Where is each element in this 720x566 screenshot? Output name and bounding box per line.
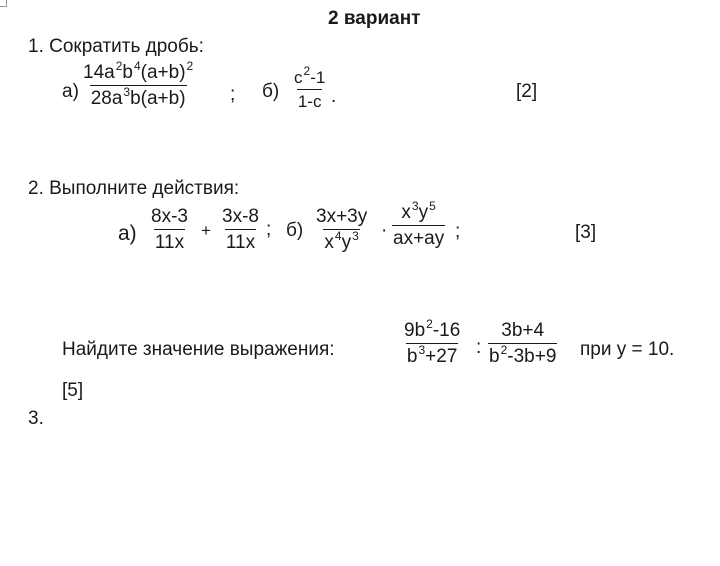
task3-f2-numerator: 3b+4 [501,320,545,341]
task2-b-label: б) [286,220,304,241]
task3-text: Найдите значение выражения: [62,339,335,360]
task3-fraction-1 [403,317,461,367]
task2-f3-denominator: $x^4y^3$ [324,229,359,253]
task3-score: [5] [62,380,84,401]
task3-f2-denominator: $b^2-3b+9$ [489,343,557,367]
task2-fraction-2 [221,207,260,252]
task2-f1-numerator: 8x-3 [151,206,188,227]
task2-fraction-4 [392,199,445,249]
task2-f4-numerator: $x^3y^5$ [401,199,436,223]
task3-colon: : [476,337,482,358]
task1-label: 1. Сократить дробь: [28,36,204,57]
task3-f1-denominator: $b^3+27$ [406,343,458,367]
task2-a-end: ; [266,219,272,240]
task2-f2-denominator: 11x [225,229,256,252]
task1-a-label: а) [62,81,79,102]
task1-b-numerator: $c^2-1$ [294,64,326,87]
task3-tail: при y = 10. [580,339,675,360]
task1-a-end: ; [230,84,236,105]
task1-score: [2] [516,81,538,102]
task2-plus: + [201,221,211,240]
task2-dot: · [381,220,388,241]
task2-a-label: а) [118,222,137,245]
task2-b-end: ; [455,221,461,242]
task1-a-fraction [82,59,194,109]
task2-f3-numerator: 3x+3y [316,206,368,227]
task2-f2-numerator: 3x-8 [222,206,259,227]
task1-b-fraction [293,64,326,111]
task1-a-numerator: $14a^2b^4(a+b)^2$ [83,59,194,83]
task2-fraction-3 [315,207,368,252]
task2-score: [3] [575,222,597,243]
task1-b-end: . [331,86,337,107]
task2-fraction-1 [150,207,189,252]
task3-number: 3. [28,408,44,429]
task2-label: 2. Выполните действия: [28,178,240,199]
task2-f4-denominator: ax+ay [392,225,445,248]
task1-a-denominator: $28a^3b(a+b)$ [90,85,186,109]
corner-mark [0,0,7,7]
task3-f1-numerator: $9b^2-16$ [404,317,461,341]
task3-fraction-2 [488,321,557,366]
task1-b-label: б) [262,81,280,102]
variant-title: 2 вариант [328,8,421,29]
task2-f1-denominator: 11x [154,229,185,252]
task1-b-denominator: 1-c [297,89,323,110]
